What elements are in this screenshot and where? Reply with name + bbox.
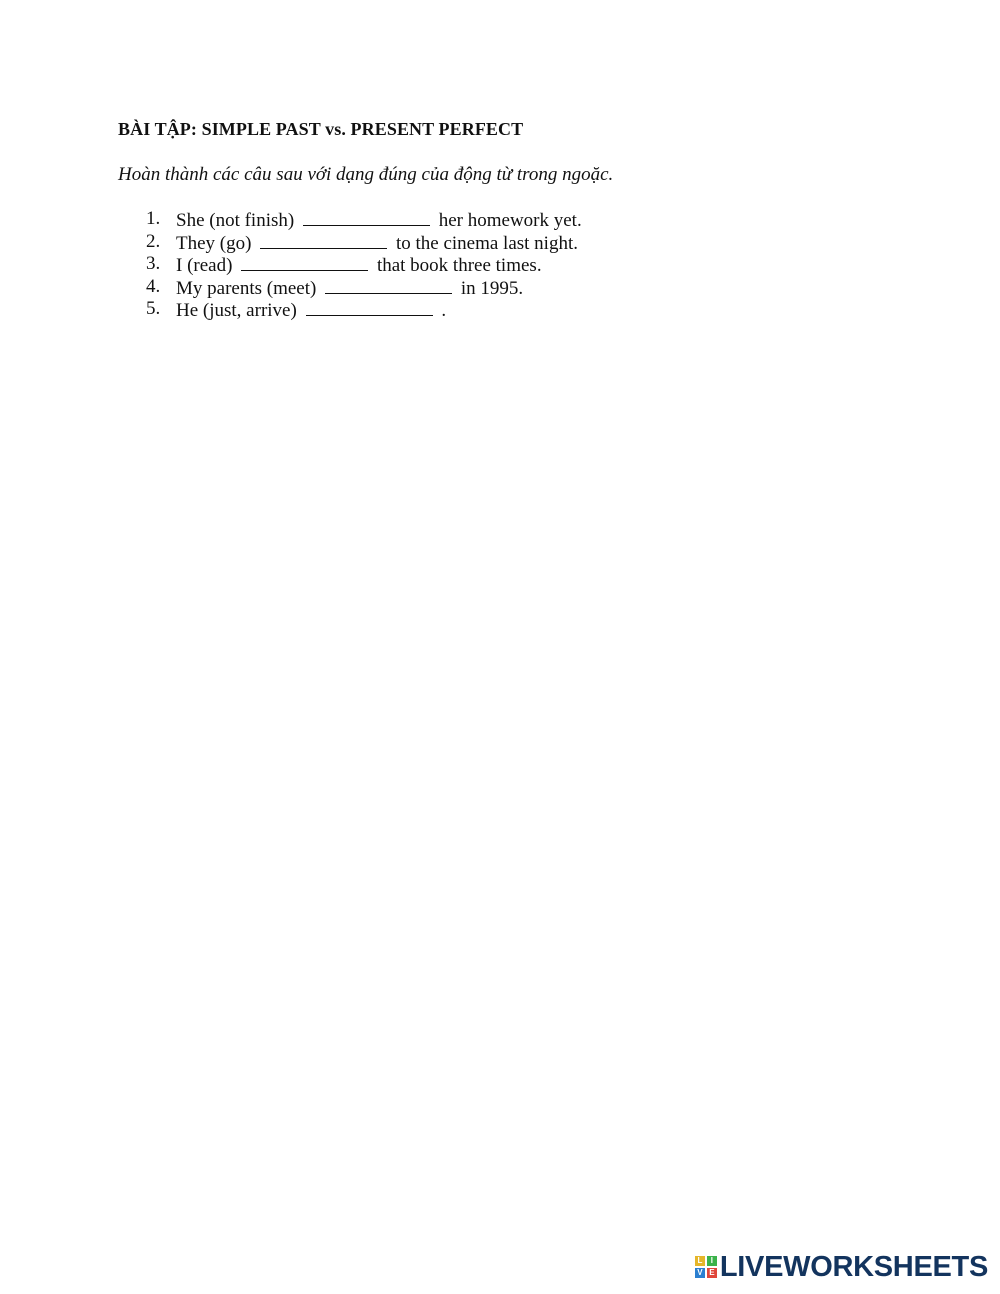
question-item-3 <box>118 253 878 276</box>
logo-mark-letter: I <box>707 1256 717 1266</box>
worksheet-title: BÀI TẬP: SIMPLE PAST vs. PRESENT PERFECT <box>118 119 524 139</box>
question-text <box>176 276 523 299</box>
question-number: 5. <box>146 298 161 320</box>
worksheet-instruction: Hoàn thành các câu sau với dạng đúng của động từ trong ngoặc. <box>118 164 614 185</box>
question-rest: to the cinema last night. <box>391 232 578 254</box>
question-number: 3. <box>146 253 161 275</box>
answer-blank[interactable] <box>303 208 430 226</box>
question-item-5 <box>118 298 878 321</box>
logo-mark-icon <box>695 1256 717 1278</box>
question-item-1 <box>118 208 878 231</box>
question-rest: that book three times. <box>372 255 542 277</box>
question-item-4 <box>118 276 878 299</box>
answer-blank[interactable] <box>241 253 368 271</box>
question-rest: . <box>436 300 447 322</box>
question-number: 4. <box>146 275 161 297</box>
question-prompt: I (read) <box>176 255 238 277</box>
question-list <box>118 208 878 321</box>
question-number: 1. <box>146 208 161 229</box>
question-item-2 <box>118 231 878 254</box>
answer-blank[interactable] <box>306 298 433 316</box>
logo-mark-letter: E <box>707 1268 717 1278</box>
question-prompt: She (not finish) <box>176 210 299 231</box>
question-text <box>176 298 446 321</box>
answer-blank[interactable] <box>260 231 387 249</box>
logo-text: LIVEWORKSHEETS <box>719 1250 988 1283</box>
question-prompt: My parents (meet) <box>176 277 322 299</box>
worksheet <box>118 116 878 321</box>
question-prompt: They (go) <box>176 232 257 254</box>
question-text <box>176 208 582 231</box>
question-rest: her homework yet. <box>433 210 582 231</box>
logo-mark-letter: V <box>695 1268 705 1278</box>
question-prompt: He (just, arrive) <box>176 300 302 322</box>
question-text <box>176 231 578 254</box>
question-number: 2. <box>146 230 161 252</box>
liveworksheets-logo[interactable] <box>695 1250 988 1284</box>
question-rest: in 1995. <box>456 277 524 299</box>
question-text <box>176 253 542 276</box>
logo-mark-letter: L <box>695 1256 705 1266</box>
answer-blank[interactable] <box>325 276 452 294</box>
